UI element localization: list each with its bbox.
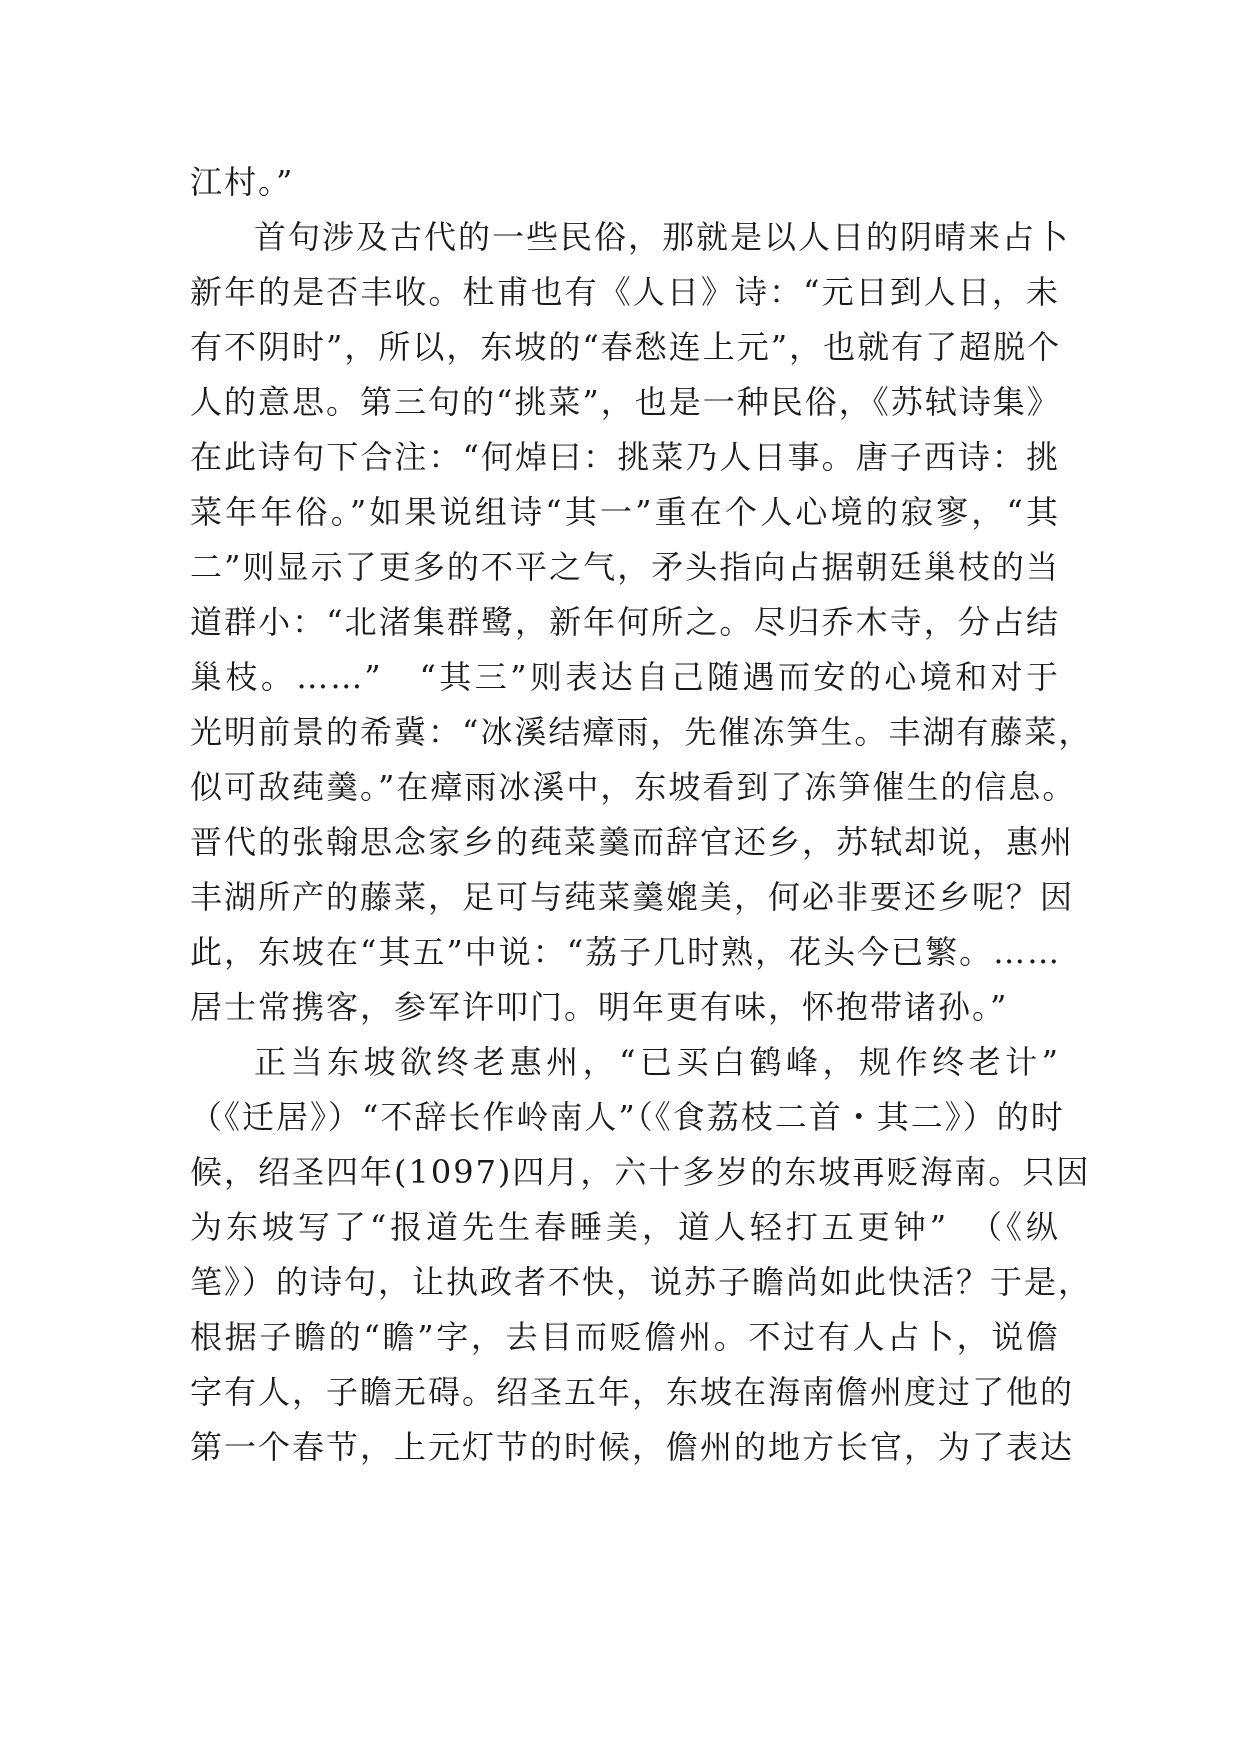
text-line: 笔》）的诗句，让执政者不快，说苏子瞻尚如此快活？于是， xyxy=(190,1263,1093,1301)
text-line: 二”则显示了更多的不平之气，矛头指向占据朝廷巢枝的当 xyxy=(190,548,1060,586)
text-line: 首句涉及古代的一些民俗，那就是以人日的阴晴来占卜 xyxy=(254,218,1071,256)
text-line: 人的意思。第三句的“挑菜”，也是一种民俗，《苏轼诗集》 xyxy=(190,383,1061,421)
body-text xyxy=(190,155,1093,1475)
text-line: 丰湖所产的藤菜，足可与莼菜羹媲美，何必非要还乡呢？因 xyxy=(190,878,1075,916)
text-line: 菜年年俗。”如果说组诗“其一”重在个人心境的寂寥，“其 xyxy=(190,493,1060,531)
text-line: （《迁居》）“不辞长作岭南人”（《食荔枝二首・其二》）的时 xyxy=(190,1098,1065,1136)
text-line: 第一个春节，上元灯节的时候，儋州的地方长官，为了表达 xyxy=(190,1428,1075,1466)
text-line: 有不阴时”，所以，东坡的“春愁连上元”，也就有了超脱个 xyxy=(190,328,1062,366)
text-line: 根据子瞻的“瞻”字，去目而贬儋州。不过有人占卜，说儋 xyxy=(190,1318,1060,1356)
text-line: 候，绍圣四年(1097)四月，六十多岁的东坡再贬海南。只因 xyxy=(190,1153,1091,1191)
text-line: 居士常携客，参军许叩门。明年更有味，怀抱带诸孙。” xyxy=(190,988,1009,1026)
text-line: 巢枝。……” “其三”则表达自己随遇而安的心境和对于 xyxy=(190,658,1060,696)
text-line: 正当东坡欲终老惠州，“已买白鹤峰，规作终老计” xyxy=(254,1043,1060,1081)
text-line: 道群小：“北渚集群鹭，新年何所之。尽归乔木寺，分占结 xyxy=(190,603,1060,641)
text-line: 字有人，子瞻无碍。绍圣五年，东坡在海南儋州度过了他的 xyxy=(190,1373,1075,1411)
text-line: 江村。” xyxy=(190,163,295,201)
text-line: 晋代的张翰思念家乡的莼菜羹而辞官还乡，苏轼却说，惠州 xyxy=(190,823,1075,861)
text-line: 为东坡写了“报道先生春睡美，道人轻打五更钟” （《纵 xyxy=(190,1208,1060,1246)
text-line: 新年的是否丰收。杜甫也有《人日》诗：“元日到人日，未 xyxy=(190,273,1060,311)
text-line: 光明前景的希冀：“冰溪结瘴雨，先催冻笋生。丰湖有藤菜， xyxy=(190,713,1093,751)
text-line: 似可敌莼羹。”在瘴雨冰溪中，东坡看到了冻笋催生的信息。 xyxy=(190,768,1077,806)
text-line: 在此诗句下合注：“何焯曰：挑菜乃人日事。唐子西诗：挑 xyxy=(190,438,1060,476)
text-line: 此，东坡在“其五”中说：“荔子几时熟，花头今已繁。…… xyxy=(190,933,1062,971)
